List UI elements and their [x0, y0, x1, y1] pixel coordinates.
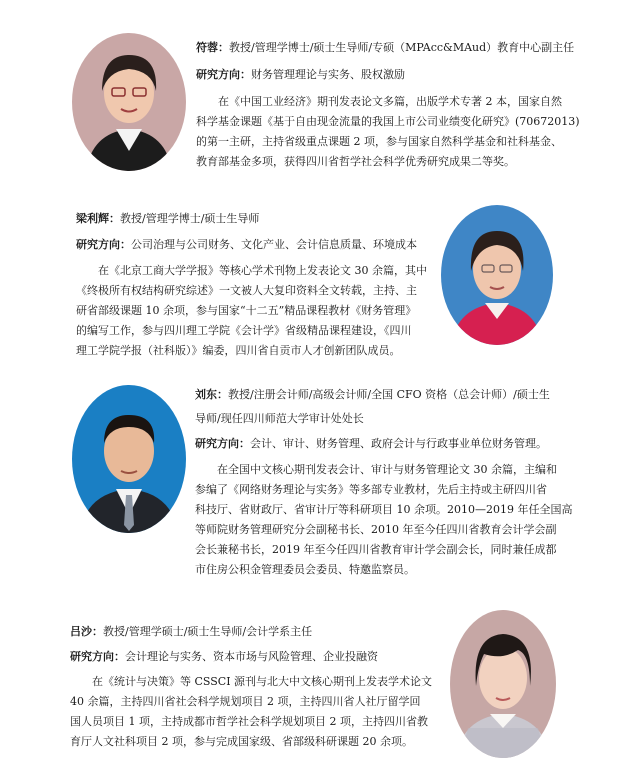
bio [195, 460, 605, 580]
research-text: 公司治理与公司财务、文化产业、会计信息质量、环境成本 [131, 238, 417, 251]
bio-line: 参编了《网络财务理论与实务》等多部专业教材，先后主持或主研四川省 [195, 483, 547, 496]
person-name: 刘东： [195, 388, 228, 401]
person-name: 梁利辉： [76, 212, 120, 225]
bio-line: 理工学院学报（社科版）》编委，四川省自贡市人才创新团队成员。 [76, 344, 401, 357]
research-direction [70, 647, 450, 667]
person-title: 教授/管理学博士/硕士生导师 [120, 212, 260, 225]
bio-line: 教育部基金多项，获得四川省哲学社会科学优秀研究成果二等奖。 [196, 155, 515, 168]
bio-line: 会长兼秘书长，2019 年至今任四川省教育审计学会副会长，同时兼任成都 [195, 543, 557, 556]
profile-header [195, 385, 605, 429]
bio-line: 市住房公积金管理委员会委员、特邀监察员。 [195, 563, 415, 576]
profile-header [196, 38, 606, 58]
bio-line: 育厅人文社科项目 2 项，参与完成国家级、省部级科研课题 20 余项。 [70, 735, 413, 748]
bio-line: 在《北京工商大学学报》等核心学术刊物上发表论文 30 余篇，其中 [98, 264, 427, 277]
research-text: 会计、审计、财务管理、政府会计与行政事业单位财务管理。 [250, 437, 547, 450]
research-direction [195, 434, 605, 454]
bio-line: 40 余篇，主持四川省社会科学规划项目 2 项，主持四川省人社厅留学回 [70, 695, 421, 708]
research-label: 研究方向： [76, 238, 131, 251]
bio-line: 国人员项目 1 项，主持成都市哲学社会科学规划项目 2 项，主持四川省教 [70, 715, 428, 728]
profile-header [76, 209, 436, 229]
research-label: 研究方向： [70, 650, 125, 663]
bio [196, 92, 606, 172]
person-name: 符蓉： [196, 41, 229, 54]
bio-line: 在全国中文核心期刊发表会计、审计与财务管理论文 30 余篇，主编和 [217, 463, 557, 476]
bio-line: 的编写工作，参与四川理工学院《会计学》省级精品课程建设，《四川 [76, 324, 412, 337]
person-title: 教授/管理学博士/硕士生导师/专硕（MPAcc&MAud）教育中心副主任 [229, 41, 575, 54]
portrait-fu-rong [72, 33, 186, 171]
bio-line: 等师院财务管理研究分会副秘书长、2010 年至今任四川省教育会计学会副 [195, 523, 557, 536]
bio-line: 的第一主研，主持省级重点课题 2 项，参与国家自然科学基金和社科基金、 [196, 135, 562, 148]
research-label: 研究方向： [196, 68, 251, 81]
bio-line: 研省部级课题 10 余项，参与国家“十二五”精品课程教材《财务管理》 [76, 304, 417, 317]
profile-lv-sha [70, 622, 450, 752]
bio [76, 261, 436, 361]
portrait-lv-sha [450, 610, 556, 758]
profile-header [70, 622, 450, 642]
research-text: 财务管理理论与实务、股权激励 [251, 68, 405, 81]
research-label: 研究方向： [195, 437, 250, 450]
research-direction [196, 65, 606, 85]
bio-line: 《终极所有权结构研究综述》一文被人大复印资料全文转载，主持、主 [76, 284, 417, 297]
profile-fu-rong [196, 38, 606, 172]
bio-line: 科技厅、省财政厅、省审计厅等科研项目 10 余项。2010—2019 年任全国高 [195, 503, 573, 516]
bio-line: 科学基金课题《基于自由现金流量的我国上市公司业绩变化研究》(70672013) [196, 115, 580, 128]
profile-liang-lihui [76, 209, 436, 361]
portrait-liu-dong [72, 385, 186, 533]
bio [70, 672, 450, 752]
bio-line: 在《统计与决策》等 CSSCI 源刊与北大中文核心期刊上发表学术论文 [92, 675, 433, 688]
research-text: 会计理论与实务、资本市场与风险管理、企业投融资 [125, 650, 378, 663]
person-title: 教授/管理学硕士/硕士生导师/会计学系主任 [103, 625, 313, 638]
profile-liu-dong [195, 385, 605, 580]
person-title-line: 教授/注册会计师/高级会计师/全国 CFO 资格（总会计师）/硕士生 [228, 388, 550, 401]
bio-line: 在《中国工业经济》期刊发表论文多篇，出版学术专著 2 本，国家自然 [218, 95, 562, 108]
person-title-line: 导师/现任四川师范大学审计处处长 [195, 412, 364, 425]
portrait-liang-lihui [441, 205, 553, 345]
person-name: 吕沙： [70, 625, 103, 638]
research-direction [76, 235, 436, 255]
